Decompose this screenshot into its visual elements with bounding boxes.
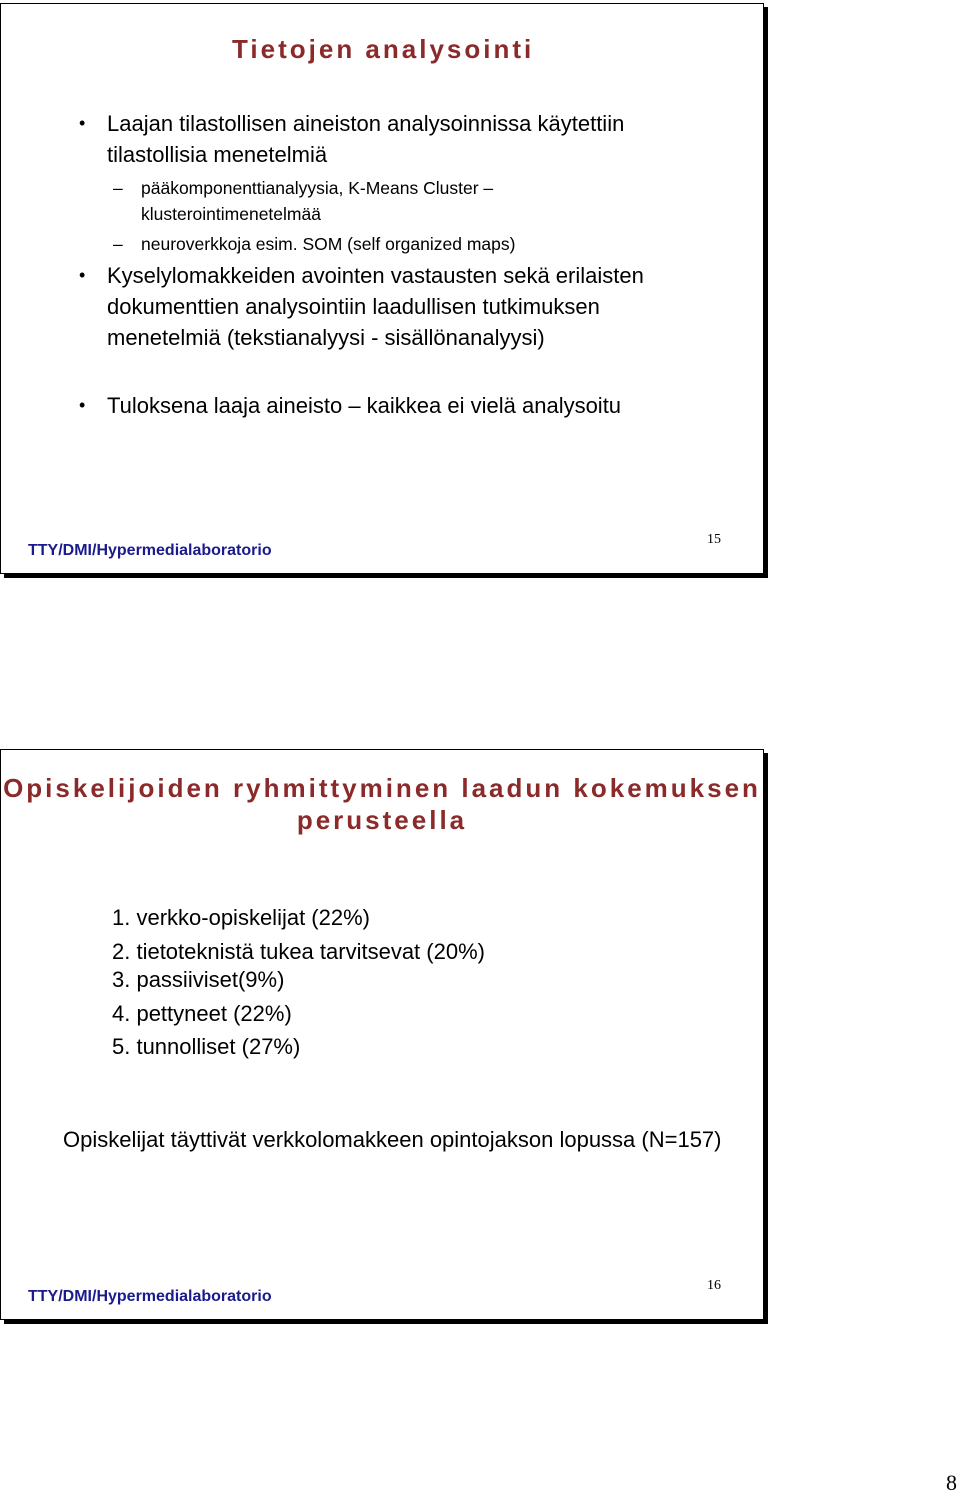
bullet-item: • Kyselylomakkeiden avointen vastausten sekä erilaisten dokumenttien analysointiin laadullisen tutkimuksen menetelmiä (tekstianalyysi - sisällönanalyysi) — [107, 260, 667, 353]
survey-note: Opiskelijat täyttivät verkkolomakkeen opintojakson lopussa (N=157) — [63, 1127, 722, 1152]
group-list-item: 4. pettyneet (22%) — [112, 1001, 292, 1026]
slide-footer: TTY/DMI/Hypermedialaboratorio — [28, 542, 272, 559]
group-list-item: 5. tunnolliset (27%) — [112, 1034, 301, 1059]
group-list-item: 1. verkko-opiskelijat (22%) — [112, 905, 370, 930]
group-list-item: 2. tietoteknistä tukea tarvitsevat (20%) — [112, 939, 485, 964]
document-page-number: 8 — [946, 1470, 957, 1495]
bullet-item: • Laajan tilastollisen aineiston analysoinnissa käytettiin tilastollisia menetelmiä — [107, 108, 667, 170]
slide-footer: TTY/DMI/Hypermedialaboratorio — [28, 1288, 272, 1305]
slide-title: Opiskelijoiden ryhmittyminen laadun kokemuksen perusteella — [3, 773, 761, 835]
sub-bullet-item: – pääkomponenttianalyysia, K-Means Cluster – klusterointimenetelmää — [141, 175, 641, 227]
slide-15 — [0, 3, 764, 574]
sub-bullet-item: – neuroverkkoja esim. SOM (self organized maps) — [141, 231, 641, 257]
bullet-item: • Tuloksena laaja aineisto – kaikkea ei vielä analysoitu — [107, 390, 627, 421]
slide-page-number: 16 — [707, 1278, 721, 1293]
slide-page-number: 15 — [707, 532, 721, 547]
group-list-item: 3. passiiviset(9%) — [112, 967, 285, 992]
slide-title: Tietojen analysointi — [232, 34, 535, 64]
slide-16 — [0, 749, 764, 1320]
